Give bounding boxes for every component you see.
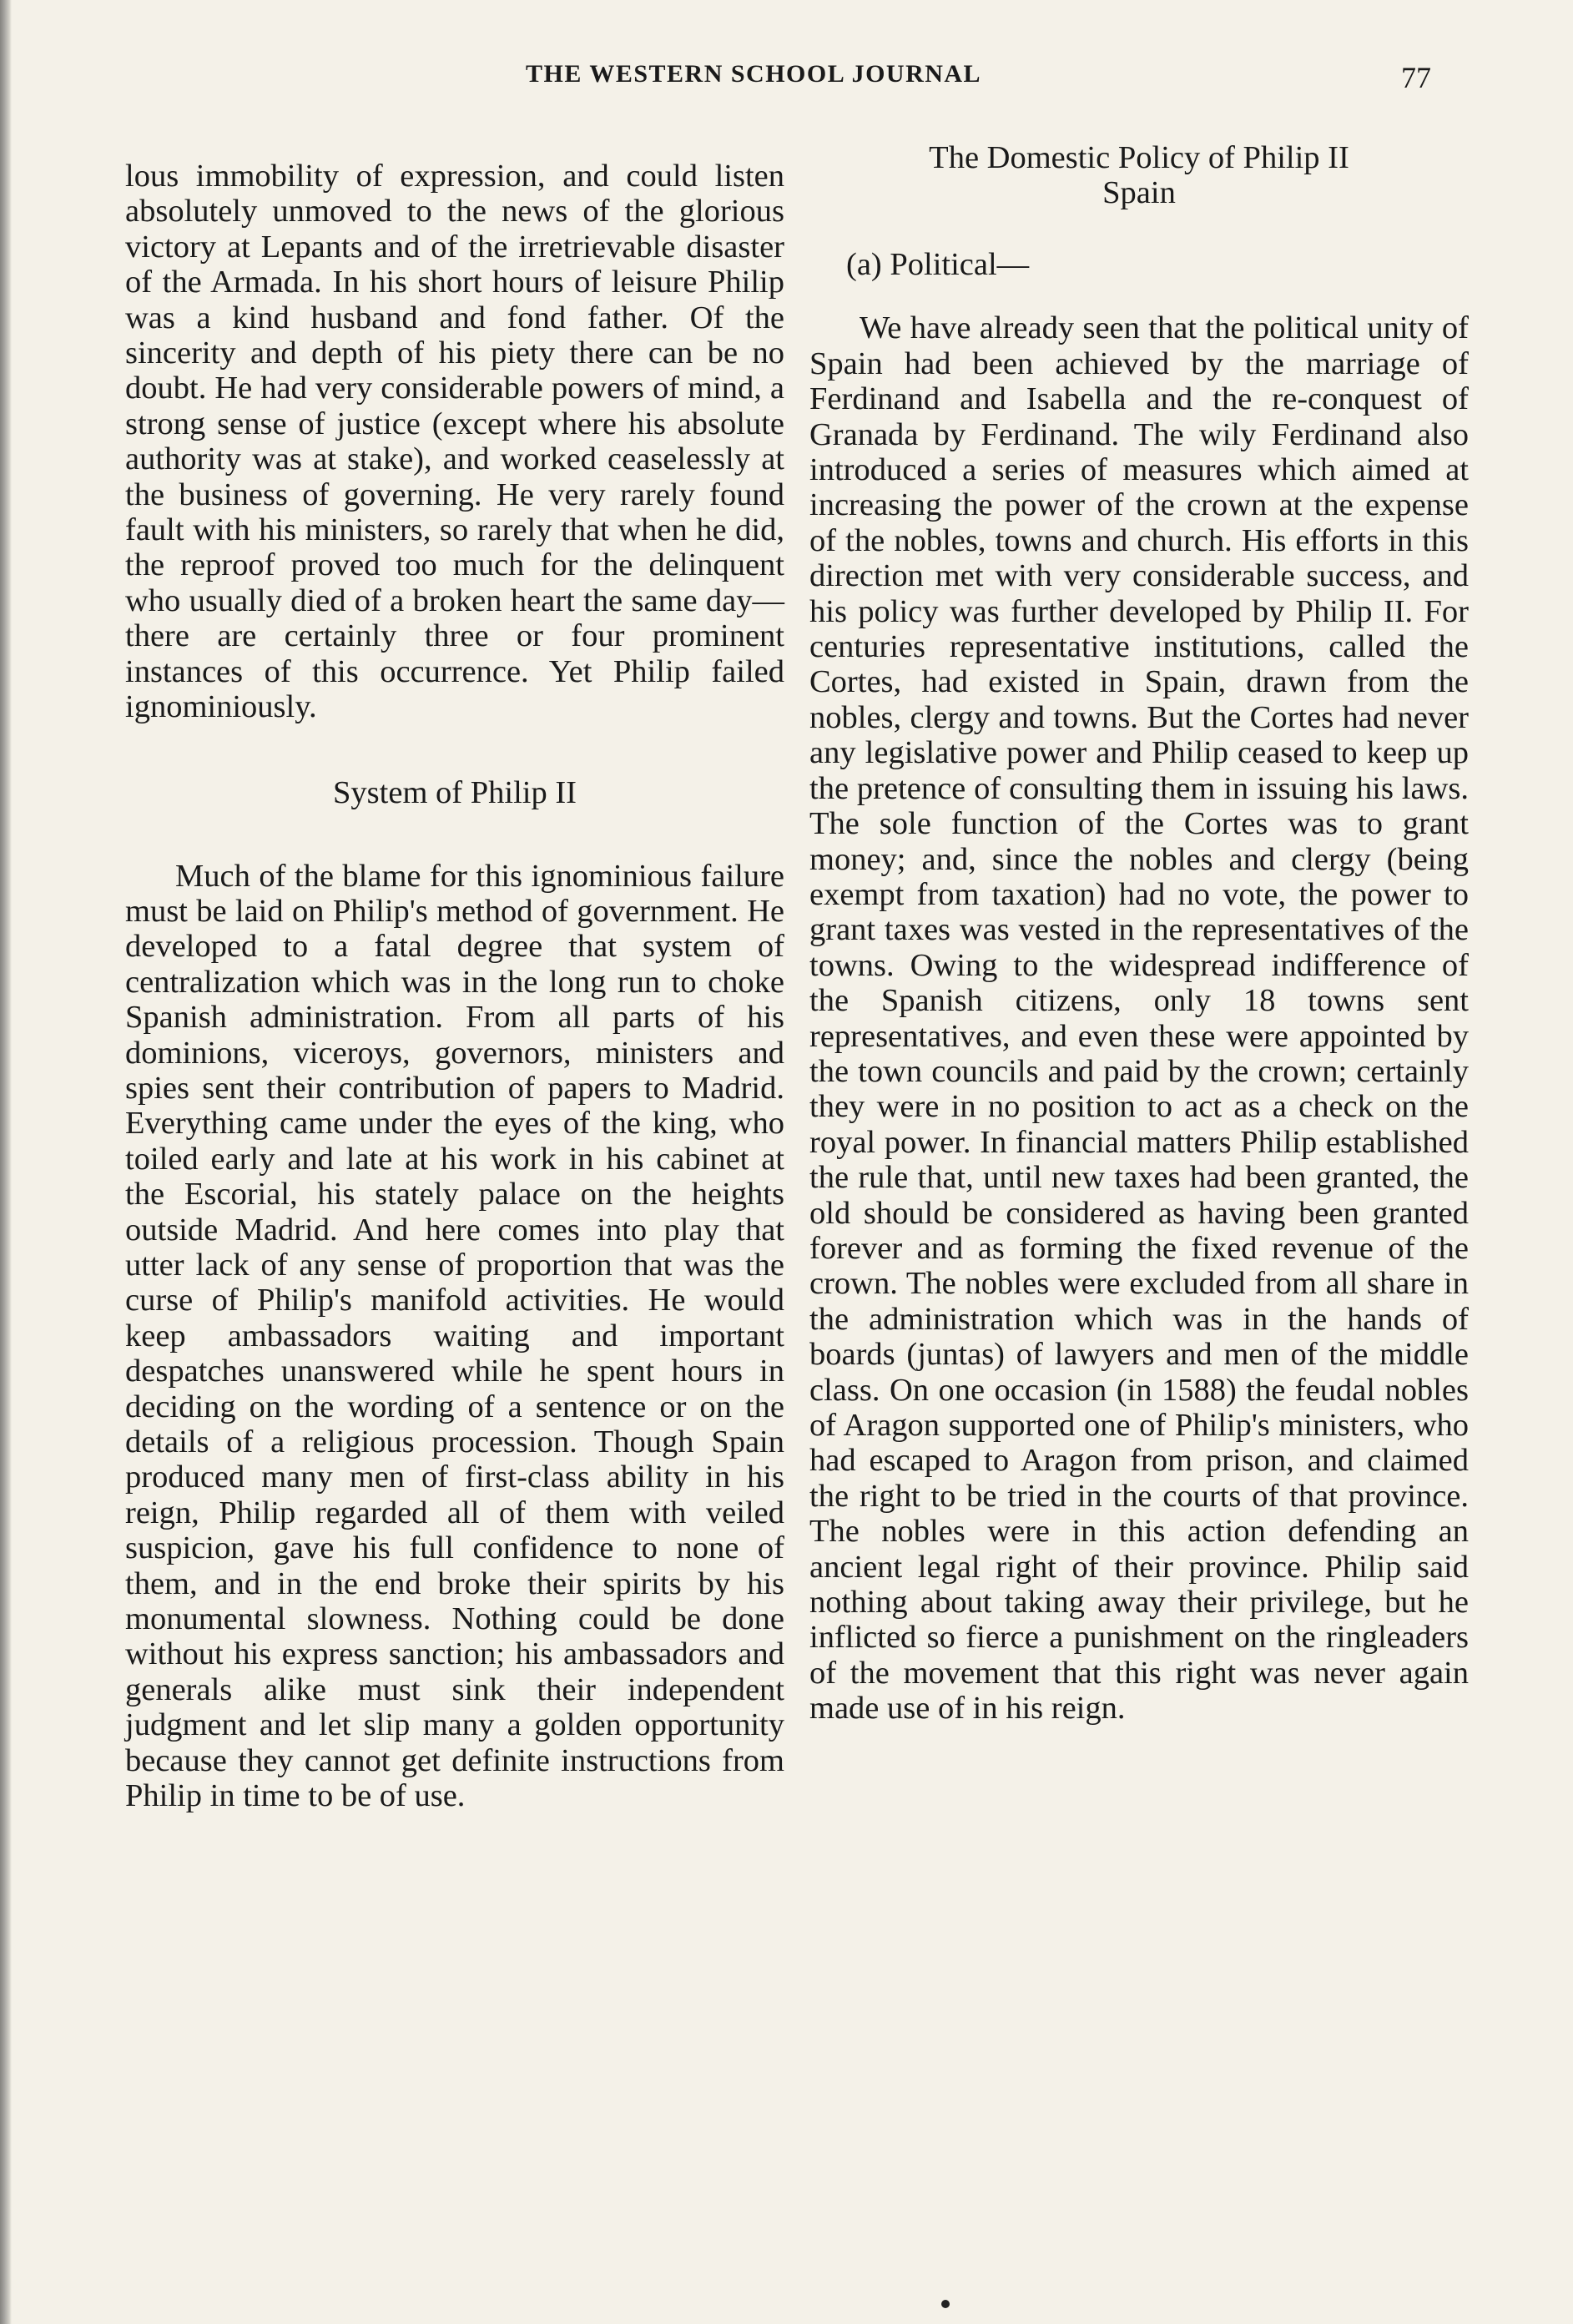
right-column [809,140,1469,1727]
right-paragraph: We have already seen that the political unity of Spain had been achieved by the marriage of Ferdinand and Isabella and the re-conquest of Granada by Ferdinand. The wily Ferdinand also introduced a series of measures which aimed at increasing the power of the crown at the expense of the nobles, towns and church. His efforts in this direction met with very considerable success, and his policy was further developed by Philip II. For centuries representative institutions, called the Cortes, had existed in Spain, drawn from the nobles, clergy and towns. But the Cortes had never any legislative power and Philip ceased to keep up the pretence of consulting them in issuing his laws. The sole function of the Cortes was to grant money; and, since the nobles and clergy (being exempt from taxation) had no vote, the power to grant taxes was vested in the representatives of the towns. Owing to the widespread indifference of the Spanish citizens, only 18 towns sent representatives, and even these were appointed by the town councils and paid by the crown; certainly they were in no position to act as a check on the royal power. In financial matters Philip established the rule that, until new taxes had been granted, the old should be considered as having been granted forever and as forming the fixed revenue of the crown. The nobles were excluded from all share in the administration which was in the hands of boards (juntas) of lawyers and men of the middle class. On one occasion (in 1588) the feudal nobles of Aragon supported one of Philip's ministers, who had escaped to Aragon from prison, and claimed the right to be tried in the courts of that province. The nobles were in this action defending an ancient legal right of their province. Philip said nothing about taking away their privilege, but he inflicted so fierce a punishment on the ringleaders of the movement that this right was never again made use of in his reign. [809,310,1469,1727]
binding-edge-shadow [0,0,12,2324]
subheading-political: (a) Political— [846,247,1030,282]
section-heading-domestic-policy [809,140,1469,210]
left-paragraph-2: Much of the blame for this ignominious failure must be laid on Philip's method of government. He developed to a fatal degree that system of centralization which was in the long run to choke Spanish administration. From all parts of his dominions, viceroys, governors, ministers and spies sent their contribution of papers to Madrid. Everything came under the eyes of the king, who toiled early and late at his work in his cabinet at the Escorial, his stately palace on the heights outside Madrid. And here comes into play that utter lack of any sense of proportion that was the curse of Philip's manifold activities. He would keep ambassadors waiting and important despatches unanswered while he spent hours in deciding on the wording of a sentence or on the details of a religious procession. Though Spain produced many men of first-class ability in his reign, Philip regarded all of them with veiled suspicion, gave his full confidence to none of them, and in the end broke their spirits by his monumental slowness. Nothing could be done without his express sanction; his ambassadors and generals alike must sink their independent judgment and let slip many a golden opportunity because they cannot get definite instructions from Philip in time to be of use. [125,858,784,1814]
section-heading-system: System of Philip II [333,774,577,810]
running-title: THE WESTERN SCHOOL JOURNAL [526,60,982,88]
left-column [125,159,784,1813]
left-paragraph-1: lous immobility of expression, and could listen absolutely unmoved to the news of the glorious victory at Lepants and of the irretrievable disaster of the Armada. In his short hours of leisure Philip was a kind husband and fond father. Of the sincerity and depth of his piety there can be no doubt. He had very considerable powers of mind, a strong sense of justice (except where his absolute authority was at stake), and worked ceaselessly at the business of governing. He very rarely found fault with his ministers, so rarely that when he did, the reproof proved too much for the delinquent who usually died of a broken heart the same day—there are certainly three or four prominent instances of this occurrence. Yet Philip failed ignominiously. [125,159,784,725]
page-number: 77 [1401,61,1431,94]
section-heading-line-1: The Domestic Policy of Philip II [929,140,1349,175]
print-speck-mark [941,2300,950,2308]
section-heading-line-2: Spain [1102,175,1176,210]
